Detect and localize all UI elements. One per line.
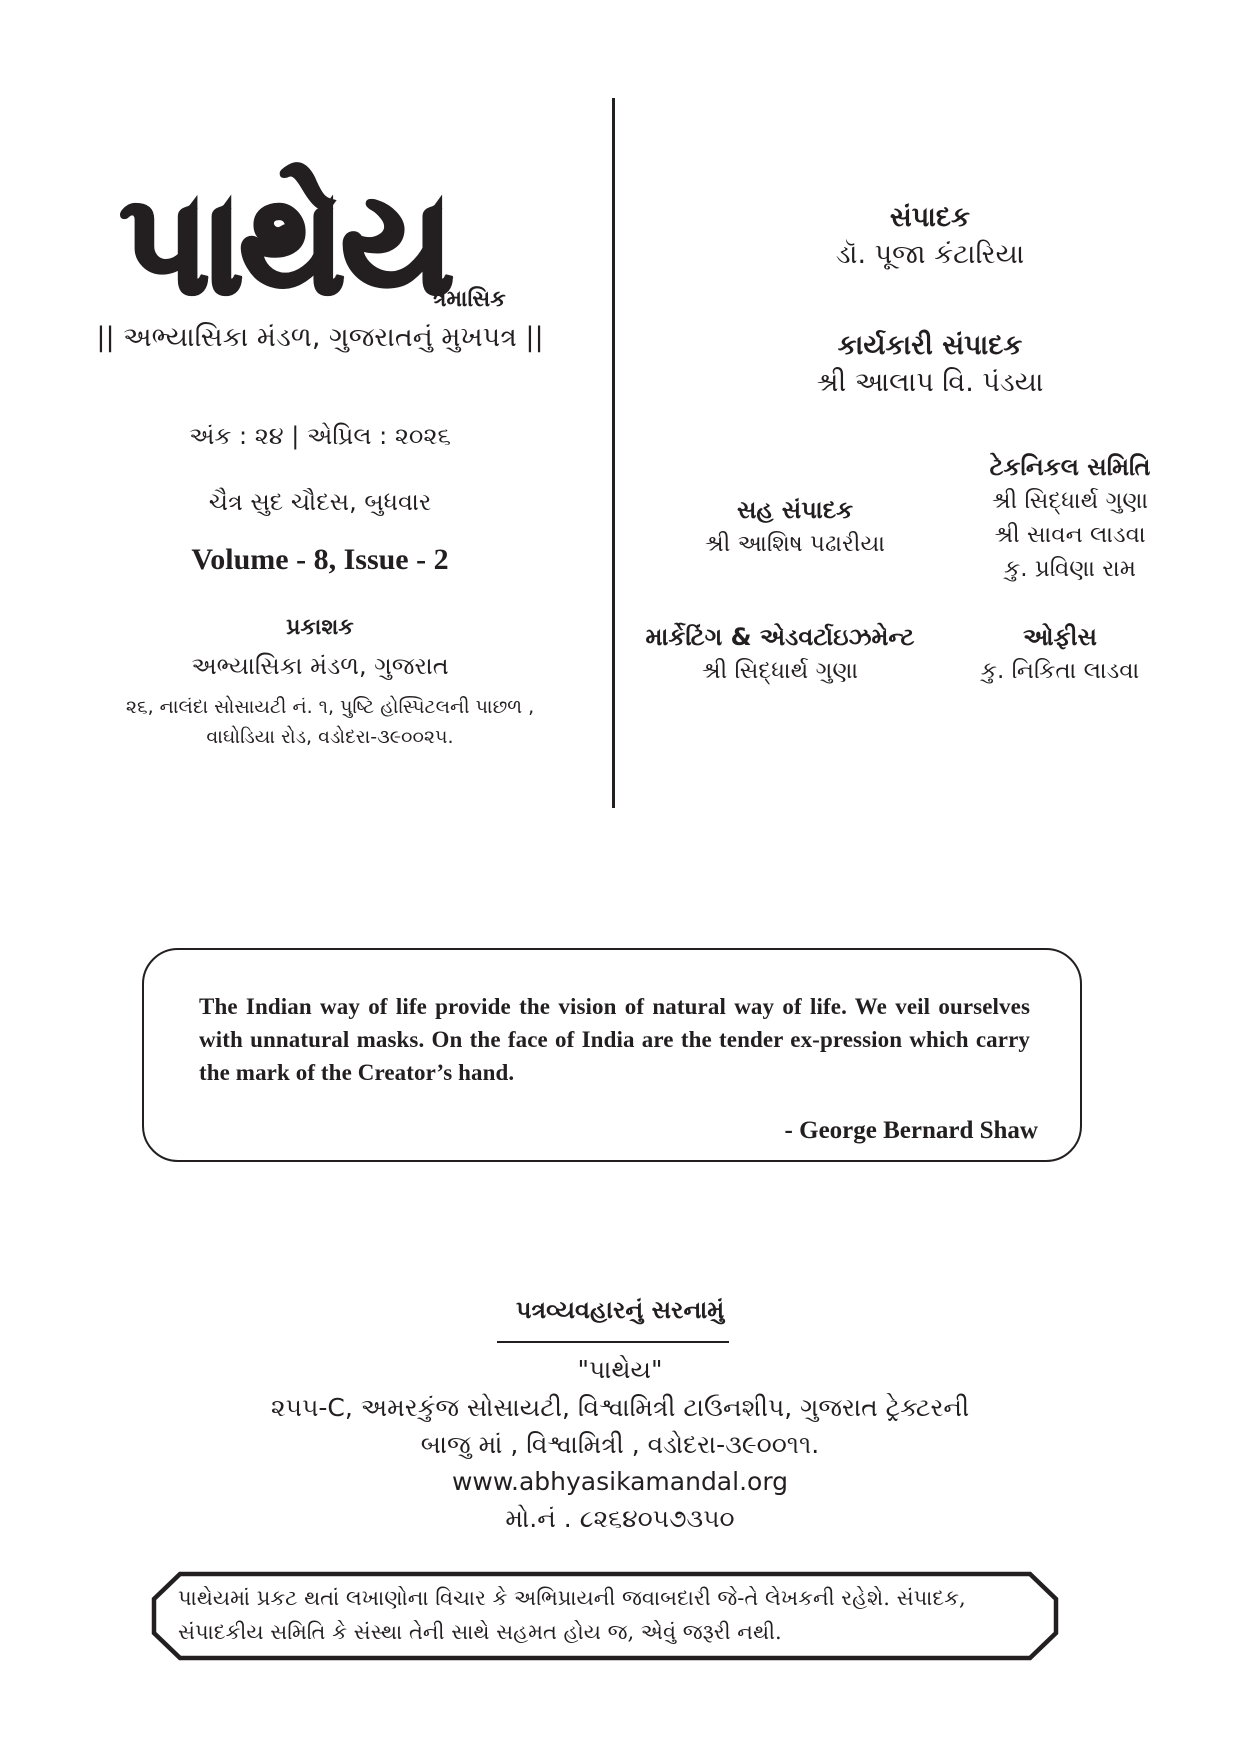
quote-box: [142, 948, 1082, 1162]
website-link[interactable]: www.abhyasikamandal.org: [451, 1467, 789, 1496]
technical-committee-member: કુ. પ્રવિણા રામ: [1003, 556, 1137, 582]
disclaimer-text: [178, 1581, 1038, 1649]
disclaimer-line2: સંપાદકીય સમિતિ કે સંસ્થા તેની સાથે સહમત હોય જ, એવું જરૂરી નથી.: [178, 1620, 782, 1644]
marketing-title: માર્કેટિંગ & એડવર્ટાઇઝમેન્ટ: [645, 623, 915, 651]
technical-committee-block: [950, 450, 1190, 586]
technical-committee-member: શ્રી સાવન લાડવા: [994, 522, 1146, 548]
marketing-name: શ્રી સિદ્ધાર્થ ગુણા: [701, 658, 859, 684]
masthead-tagline: || અભ્યાસિકા મંડળ, ગુજરાતનું મુખપત્ર ||: [96, 322, 544, 353]
disclaimer-line1: પાથેયમાં પ્રકટ થતાં લખાણોના વિચાર કે અભિપ્રાયની જવાબદારી જે-તે લેખકની રહેશે. સંપાદક,: [178, 1586, 966, 1610]
publisher-heading: પ્રકાશક: [286, 615, 354, 640]
technical-committee-title: ટેકનિકલ સમિતિ: [989, 453, 1151, 481]
executive-editor-name: શ્રી આલાપ વિ. પંડયા: [816, 367, 1044, 398]
issue-tithi: ચૈત્ર સુદ ચૌદસ, બુધવાર: [208, 488, 432, 516]
quote-text: The Indian way of life provide the vision of natural way of life. We veil ourselves with unnatural masks. On the face of India are the tender ex-pression which carry the mark of the Creator’s hand.: [199, 994, 1030, 1085]
masthead-title: પાથેય: [120, 164, 451, 325]
correspondence-heading: પત્રવ્યવહારનું સરનામું: [515, 1296, 725, 1324]
correspondence-address-line1: ૨૫૫-C, અમરકુંજ સોસાયટી, વિશ્વામિત્રી ટાઉનશીપ, ગુજરાત ટ્રેક્ટરની: [270, 1393, 970, 1422]
editor-block: [700, 200, 1160, 274]
editor-name: ડૉ. પૂજા કંટારિયા: [835, 239, 1025, 270]
publisher-address-line2: વાઘોડિયા રોડ, વડોદરા-૩૯૦૦૨૫.: [206, 726, 454, 748]
quote-author: - George Bernard Shaw: [784, 1117, 1038, 1144]
correspondence-name: "પાથેય": [577, 1355, 663, 1384]
disclaimer-box: [150, 1571, 1060, 1661]
co-editor-block: [630, 493, 960, 561]
publisher-name: અભ્યાસિકા મંડળ, ગુજરાત: [191, 652, 449, 680]
masthead: [120, 150, 540, 340]
office-title: ઓફીસ: [1023, 623, 1097, 651]
technical-committee-member: શ્રી સિદ્ધાર્થ ગુણા: [991, 488, 1149, 514]
phone-number: મો.નં . ૮૨૬૪૦૫૭૩૫૦: [505, 1504, 735, 1533]
correspondence-heading-underline: [497, 1341, 729, 1343]
masthead-frequency: ત્રૈમાસિક: [433, 287, 506, 312]
co-editor-title: સહ સંપાદક: [736, 496, 854, 524]
co-editor-name: શ્રી આશિષ પઢારીયા: [705, 531, 885, 557]
executive-editor-title: કાર્યકારી સંપાદક: [837, 330, 1023, 361]
correspondence-address-line2: બાજુ માં , વિશ્વામિત્રી , વડોદરા-૩૯૦૦૧૧.: [420, 1430, 820, 1459]
editor-title: સંપાદક: [889, 202, 971, 233]
publisher-address-line1: ૨૬, નાલંદા સોસાયટી નં. ૧, પુષ્ટિ હોસ્પિટલની પાછળ ,: [125, 696, 535, 718]
executive-editor-block: [700, 328, 1160, 402]
office-name: કુ. નિકિતા લાડવા: [980, 658, 1140, 684]
office-block: [940, 620, 1180, 688]
column-divider: [612, 98, 615, 808]
marketing-block: [620, 620, 940, 688]
issue-number-date: અંક : ૨૪ | એપ્રિલ : ૨૦૨૬: [189, 422, 451, 450]
volume-issue: Volume - 8, Issue - 2: [191, 543, 449, 576]
